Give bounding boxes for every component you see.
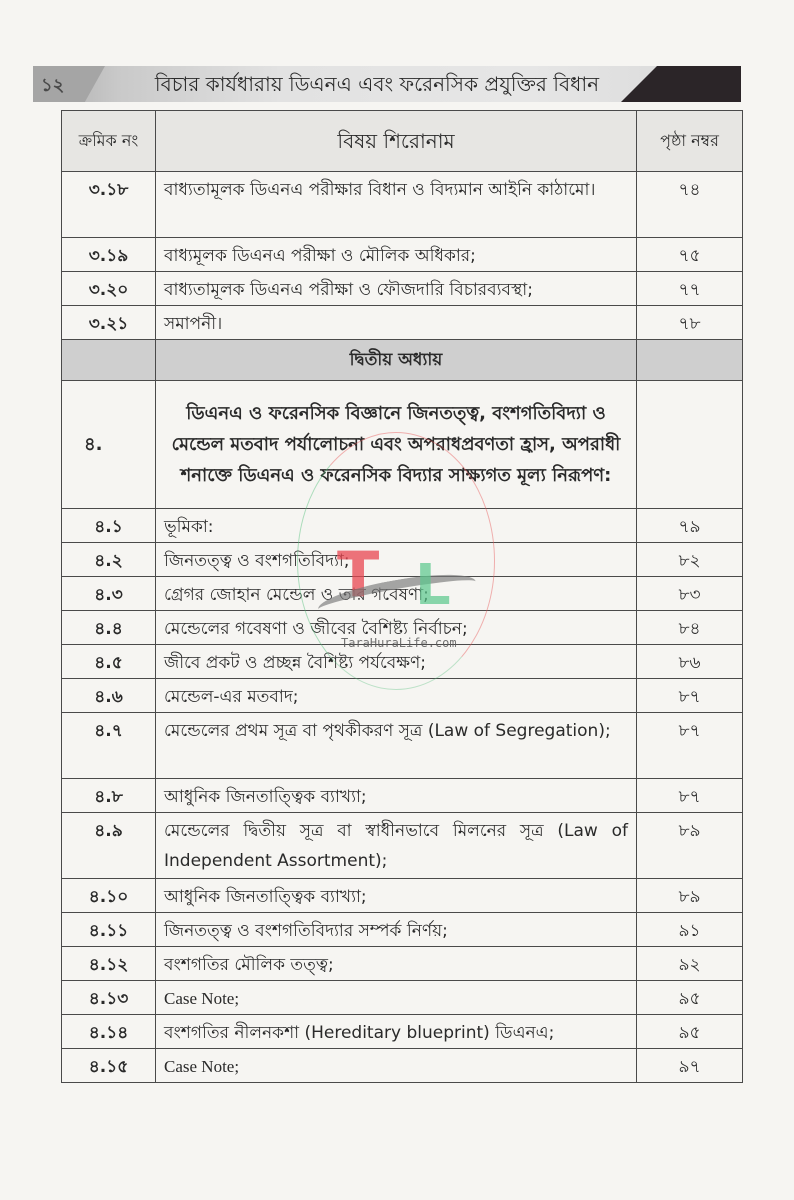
column-header-page: পৃষ্ঠা নম্বর (637, 111, 743, 172)
serial-cell: ৪.১১ (62, 913, 156, 947)
serial-cell: ৪.১৩ (62, 981, 156, 1015)
section-row (62, 381, 743, 509)
table-row (62, 779, 743, 813)
page-cell: ৭৭ (637, 272, 743, 306)
page-cell: ৮৭ (637, 679, 743, 713)
page-cell: ৯৫ (637, 1015, 743, 1049)
page-number: ১২ (41, 75, 65, 96)
table-row (62, 679, 743, 713)
chapter-page-cell (637, 340, 743, 381)
title-cell: আধুনিক জিনতাত্ত্বিক ব্যাখ্যা; (156, 779, 637, 813)
title-cell: আধুনিক জিনতাত্ত্বিক ব্যাখ্যা; (156, 879, 637, 913)
page-cell: ৯৫ (637, 981, 743, 1015)
serial-cell: ৩.১৯ (62, 238, 156, 272)
watermark-logo-letter: L (415, 553, 451, 618)
serial-cell: ৪.১৪ (62, 1015, 156, 1049)
header-right-tab (621, 66, 741, 102)
serial-cell: ৪.৭ (62, 713, 156, 779)
serial-cell: ৪.২ (62, 543, 156, 577)
title-cell: গ্রেগর জোহান মেন্ডেল ও তার গবেষণা; (156, 577, 637, 611)
table-row (62, 272, 743, 306)
title-cell: বংশগতির মৌলিক তত্ত্ব; (156, 947, 637, 981)
table-row (62, 879, 743, 913)
title-cell: Case Note; (156, 1049, 637, 1083)
title-cell: মেন্ডেলের দ্বিতীয় সূত্র বা স্বাধীনভাবে মিলনের সূত্র (Law of Independent Assortment); (156, 813, 637, 879)
table-row (62, 611, 743, 645)
title-cell: মেন্ডেলের গবেষণা ও জীবের বৈশিষ্ট্য নির্বাচন; (156, 611, 637, 645)
serial-cell: ৪.৬ (62, 679, 156, 713)
page-cell: ৮৭ (637, 779, 743, 813)
table-row (62, 577, 743, 611)
table-row (62, 1015, 743, 1049)
table-row (62, 1049, 743, 1083)
table-row (62, 543, 743, 577)
title-cell: বংশগতির নীলনকশা (Hereditary blueprint) ডিএনএ; (156, 1015, 637, 1049)
page-cell: ৯৭ (637, 1049, 743, 1083)
serial-cell: ৩.১৮ (62, 172, 156, 238)
title-cell: মেন্ডেলের প্রথম সূত্র বা পৃথকীকরণ সূত্র (Law of Segregation); (156, 713, 637, 779)
title-cell: মেন্ডেল-এর মতবাদ; (156, 679, 637, 713)
section-title: ডিএনএ ও ফরেনসিক বিজ্ঞানে জিনতত্ত্ব, বংশগতিবিদ্যা ও মেন্ডেল মতবাদ পর্যালোচনা এবং অপরাধপ্রবণতা হ্রাস, অপরাধী শনাক্তে ডিএনএ ও ফরেনসিক বিদ্যার সাক্ষ্যগত মূল্য নিরূপণ: (156, 381, 637, 509)
serial-cell: ৩.২১ (62, 306, 156, 340)
table-row (62, 238, 743, 272)
page-cell: ৭৪ (637, 172, 743, 238)
table-row (62, 713, 743, 779)
serial-cell: ৪.৪ (62, 611, 156, 645)
title-cell: বাধ্যমূলক ডিএনএ পরীক্ষা ও মৌলিক অধিকার; (156, 238, 637, 272)
title-cell: জিনতত্ত্ব ও বংশগতিবিদ্যার সম্পর্ক নির্ণয়; (156, 913, 637, 947)
table-of-contents (61, 110, 743, 1083)
column-header-title: বিষয় শিরোনাম (156, 111, 637, 172)
serial-cell: ৪.৫ (62, 645, 156, 679)
title-cell: Case Note; (156, 981, 637, 1015)
chapter-serial-cell (62, 340, 156, 381)
serial-cell: ৩.২০ (62, 272, 156, 306)
title-cell: সমাপনী। (156, 306, 637, 340)
page-cell: ৮৬ (637, 645, 743, 679)
page-cell: ৮৯ (637, 879, 743, 913)
title-cell: বাধ্যতামূলক ডিএনএ পরীক্ষার বিধান ও বিদ্যমান আইনি কাঠামো। (156, 172, 637, 238)
table-row (62, 813, 743, 879)
section-page-cell (637, 381, 743, 509)
serial-cell: ৪.১ (62, 509, 156, 543)
table-header-row (62, 111, 743, 172)
title-cell: বাধ্যতামূলক ডিএনএ পরীক্ষা ও ফৌজদারি বিচারব্যবস্থা; (156, 272, 637, 306)
table-row (62, 913, 743, 947)
section-serial: ৪. (62, 381, 156, 509)
table-row (62, 509, 743, 543)
page-cell: ৭৮ (637, 306, 743, 340)
page-cell: ৮৭ (637, 713, 743, 779)
running-header (33, 66, 741, 102)
column-header-serial: ক্রমিক নং (62, 111, 156, 172)
running-title: বিচার কার্যধারায় ডিএনএ এবং ফরেনসিক প্রযুক্তির বিধান (154, 72, 600, 96)
page-cell: ৮৪ (637, 611, 743, 645)
page-cell: ৭৯ (637, 509, 743, 543)
serial-cell: ৪.১৫ (62, 1049, 156, 1083)
table-row (62, 306, 743, 340)
chapter-title: দ্বিতীয় অধ্যায় (156, 340, 637, 381)
serial-cell: ৪.৮ (62, 779, 156, 813)
title-cell: জিনতত্ত্ব ও বংশগতিবিদ্যা; (156, 543, 637, 577)
serial-cell: ৪.৯ (62, 813, 156, 879)
page-cell: ৮২ (637, 543, 743, 577)
title-cell: ভূমিকা: (156, 509, 637, 543)
watermark-site: TaraHuraLife.com (341, 636, 457, 650)
page-cell: ৮৩ (637, 577, 743, 611)
table-row (62, 172, 743, 238)
title-cell: জীবে প্রকট ও প্রচ্ছন্ন বৈশিষ্ট্য পর্যবেক্ষণ; (156, 645, 637, 679)
serial-cell: ৪.৩ (62, 577, 156, 611)
table-row (62, 981, 743, 1015)
page-cell: ৯১ (637, 913, 743, 947)
serial-cell: ৪.১২ (62, 947, 156, 981)
watermark-logo-letter: T (337, 538, 380, 611)
page-cell: ৭৫ (637, 238, 743, 272)
page-cell: ৯২ (637, 947, 743, 981)
chapter-row (62, 340, 743, 381)
table-row (62, 645, 743, 679)
serial-cell: ৪.১০ (62, 879, 156, 913)
table-row (62, 947, 743, 981)
page-cell: ৮৯ (637, 813, 743, 879)
